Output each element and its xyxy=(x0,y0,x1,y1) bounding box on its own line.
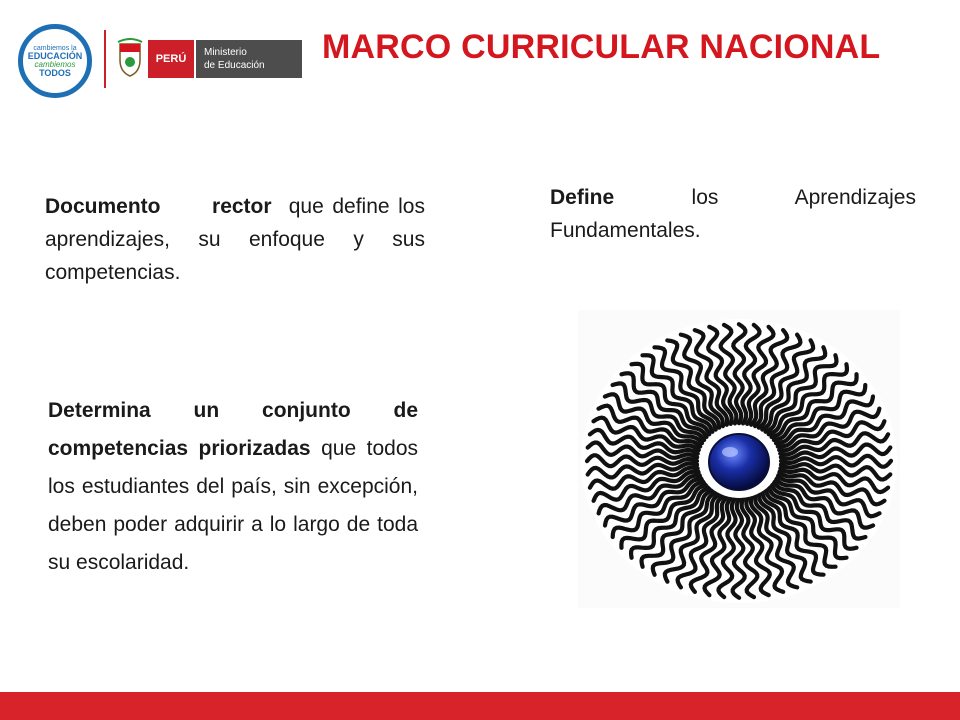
bold-determina: Determina un conjunto de competencias priorizadas xyxy=(48,399,418,460)
spiral-illusion-image xyxy=(578,310,900,608)
footer-bar xyxy=(0,692,960,720)
coat-of-arms-icon xyxy=(116,38,144,78)
page-title: MARCO CURRICULAR NACIONAL xyxy=(322,28,881,66)
aprendizajes-text xyxy=(550,181,916,247)
ministry-line2: de Educación xyxy=(204,60,265,71)
bold-term-1: Documento xyxy=(45,195,161,218)
badge-line1: cambiemos la xyxy=(33,44,77,52)
badge-line3: cambiemos xyxy=(34,59,76,69)
header-divider xyxy=(104,30,106,88)
header xyxy=(0,0,960,110)
badge-line2: EDUCACIÓN xyxy=(27,50,83,61)
definition-rest: que define los aprendizajes, su enfoque y sus competencias. xyxy=(45,195,425,284)
definition-text xyxy=(45,190,425,289)
competencias-text xyxy=(48,392,418,582)
peru-logo: PERÚ xyxy=(148,40,194,78)
cambiemos-logo-icon xyxy=(18,24,92,98)
bold-term-2: rector xyxy=(212,195,272,218)
ministry-line1: Ministerio xyxy=(204,47,247,58)
aprendizajes-rest: los Aprendizajes Fundamentales. xyxy=(550,186,916,242)
competencias-rest: que todos los estudiantes del país, sin excepción, deben poder adquirir a lo largo de toda su escolaridad. xyxy=(48,437,418,574)
bold-define: Define xyxy=(550,186,615,209)
spiral-illusion-svg xyxy=(578,310,900,608)
badge-line4: TODOS xyxy=(39,67,71,78)
ministry-logo xyxy=(196,40,302,78)
